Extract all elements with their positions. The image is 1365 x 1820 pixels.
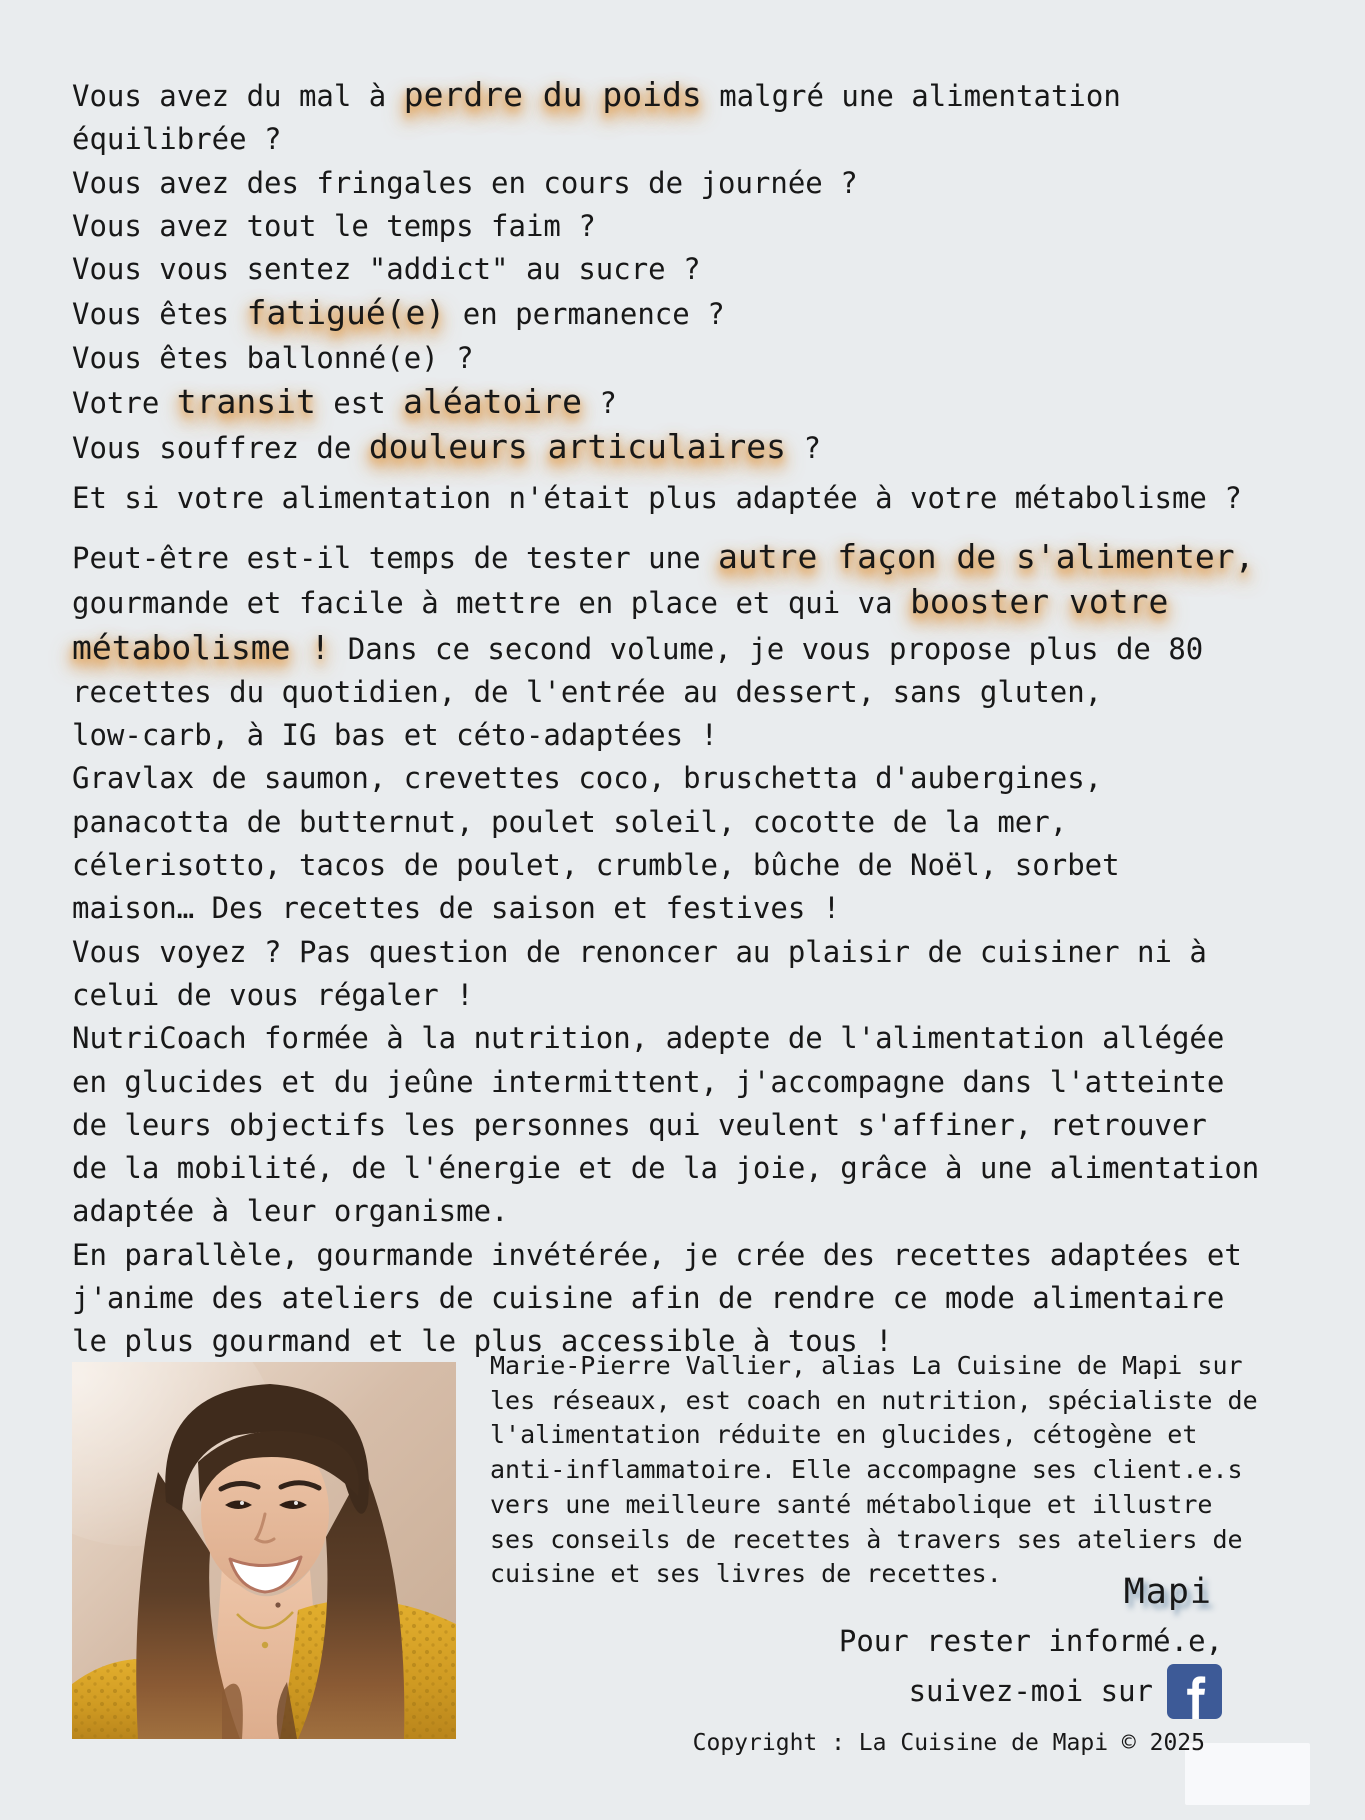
text-line xyxy=(72,380,1259,425)
text-line xyxy=(72,801,1259,844)
highlighted-phrase: aléatoire xyxy=(403,382,582,422)
text-segment: de leurs objectifs les personnes qui veulent s'affiner, retrouver xyxy=(72,1107,1207,1142)
text-line xyxy=(72,162,1259,205)
author-photo xyxy=(72,1362,456,1739)
text-segment: ses conseils de recettes à travers ses ateliers de xyxy=(490,1524,1243,1554)
text-line xyxy=(72,425,1259,470)
text-segment: Et si votre alimentation n'était plus adaptée à votre métabolisme ? xyxy=(72,480,1242,515)
follow-row xyxy=(909,1662,1223,1720)
text-segment: équilibrée ? xyxy=(72,122,282,157)
text-line xyxy=(72,580,1259,625)
text-segment: cuisine et ses livres de recettes. xyxy=(490,1559,1002,1589)
text-segment: recettes du quotidien, de l'entrée au dessert, sans gluten, xyxy=(72,674,1103,709)
text-segment: celui de vous régaler ! xyxy=(72,977,474,1012)
text-segment: Vous vous sentez "addict" au sucre ? xyxy=(72,252,701,287)
text-segment: anti-inflammatoire. Elle accompagne ses client.e.s xyxy=(490,1455,1243,1485)
follow-text-line2: suivez-moi sur xyxy=(908,1674,1153,1708)
text-line xyxy=(490,1349,1258,1384)
highlighted-phrase: booster votre xyxy=(910,582,1169,622)
text-segment: maison… Des recettes de saison et festives ! xyxy=(72,891,841,926)
highlighted-phrase: perdre du poids xyxy=(403,75,702,114)
text-segment: En parallèle, gourmande invétérée, je crée des recettes adaptées et xyxy=(72,1237,1242,1272)
highlighted-phrase: autre façon de s'alimenter, xyxy=(718,536,1255,576)
text-segment: NutriCoach formée à la nutrition, adepte de l'alimentation allégée xyxy=(72,1021,1225,1056)
text-line xyxy=(72,671,1259,714)
text-line xyxy=(72,931,1259,974)
highlighted-phrase: fatigué(e) xyxy=(246,293,446,333)
text-line xyxy=(72,714,1259,757)
text-line xyxy=(72,1017,1259,1060)
text-segment: en glucides et du jeûne intermittent, j'accompagne dans l'atteinte xyxy=(72,1064,1225,1099)
follow-text-line1: Pour rester informé.e, xyxy=(838,1624,1223,1658)
text-segment: en permanence ? xyxy=(445,297,725,332)
text-line xyxy=(490,1488,1258,1523)
text-segment: adaptée à leur organisme. xyxy=(72,1194,509,1229)
text-segment: Vous avez tout le temps faim ? xyxy=(72,208,596,243)
text-line xyxy=(72,757,1259,800)
text-segment: j'anime des ateliers de cuisine afin de rendre ce mode alimentaire xyxy=(72,1281,1225,1316)
highlighted-phrase: transit xyxy=(176,382,316,422)
text-line xyxy=(490,1523,1258,1558)
facebook-icon[interactable] xyxy=(1166,1664,1223,1719)
hook-paragraph xyxy=(72,477,1259,520)
text-line xyxy=(72,535,1259,580)
text-segment: Gravlax de saumon, crevettes coco, bruschetta d'aubergines, xyxy=(72,761,1103,796)
text-segment: ? xyxy=(786,431,821,466)
highlighted-phrase: métabolisme ! xyxy=(72,627,331,667)
text-line xyxy=(72,248,1259,291)
text-segment: Vous souffrez de xyxy=(72,431,369,466)
author-bio xyxy=(490,1349,1258,1592)
intro-questions-paragraph xyxy=(72,73,1259,471)
highlighted-phrase: douleurs articulaires xyxy=(368,427,787,467)
text-line xyxy=(490,1384,1258,1419)
text-line xyxy=(72,974,1259,1017)
text-segment: les réseaux, est coach en nutrition, spécialiste de xyxy=(490,1385,1258,1415)
text-segment: Vous êtes ballonné(e) ? xyxy=(72,340,474,375)
text-line xyxy=(72,1234,1259,1277)
text-line xyxy=(72,73,1259,118)
text-line xyxy=(72,291,1259,336)
text-line xyxy=(72,1147,1259,1190)
text-segment: Vous avez du mal à xyxy=(72,79,404,113)
text-segment: Vous voyez ? Pas question de renoncer au plaisir de cuisiner ni à xyxy=(72,934,1207,969)
body-text xyxy=(72,73,1259,1364)
text-segment: ? xyxy=(581,386,617,421)
text-line xyxy=(72,844,1259,887)
text-line xyxy=(72,337,1259,380)
text-segment: low-carb, à IG bas et céto-adaptées ! xyxy=(72,718,719,753)
copyright-line: Copyright : La Cuisine de Mapi © 2025 xyxy=(692,1730,1205,1756)
author-portrait-illustration xyxy=(72,1362,456,1739)
text-segment: est xyxy=(315,386,404,421)
text-segment: le plus gourmand et le plus accessible à tous ! xyxy=(72,1324,893,1359)
text-segment: Dans ce second volume, je vous propose plus de 80 xyxy=(330,631,1204,666)
text-line xyxy=(72,205,1259,248)
text-line xyxy=(490,1453,1258,1488)
text-segment: célerisotto, tacos de poulet, crumble, bûche de Noël, sorbet xyxy=(72,848,1120,883)
text-line xyxy=(72,118,1259,161)
text-segment: l'alimentation réduite en glucides, cétogène et xyxy=(490,1420,1198,1450)
text-segment: de la mobilité, de l'énergie et de la joie, grâce à une alimentation xyxy=(72,1151,1260,1186)
text-segment: Marie-Pierre Vallier, alias La Cuisine de Mapi sur xyxy=(490,1351,1243,1380)
text-line xyxy=(72,887,1259,930)
signature-mapi: Mapi xyxy=(1123,1572,1212,1612)
text-segment: panacotta de butternut, poulet soleil, cocotte de la mer, xyxy=(72,804,1068,839)
text-line xyxy=(72,477,1259,520)
text-segment: malgré une alimentation xyxy=(701,79,1121,113)
text-line xyxy=(72,1104,1259,1147)
text-segment: Peut-être est-il temps de tester une xyxy=(72,540,719,575)
text-line xyxy=(72,1190,1259,1233)
text-line xyxy=(72,1277,1259,1320)
text-segment: gourmande et facile à mettre en place et qui va xyxy=(72,586,911,621)
text-line xyxy=(72,1061,1259,1104)
text-segment: Votre xyxy=(72,386,177,421)
text-segment: vers une meilleure santé métabolique et illustre xyxy=(490,1489,1213,1519)
text-segment: Vous avez des fringales en cours de journée ? xyxy=(72,165,858,200)
text-line xyxy=(72,626,1259,671)
text-line xyxy=(490,1418,1258,1453)
text-segment: Vous êtes xyxy=(72,297,247,332)
pitch-paragraph xyxy=(72,535,1259,1364)
